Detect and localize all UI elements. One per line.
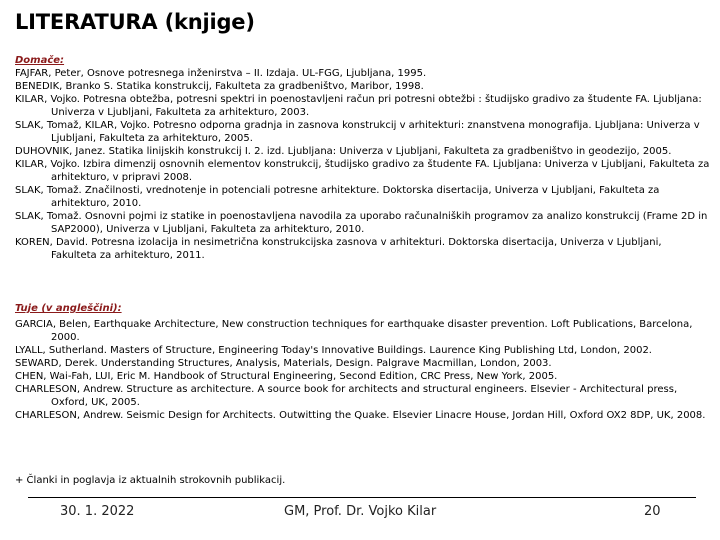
reference-entry: KILAR, Vojko. Izbira dimenzij osnovnih elementov konstrukcij, študijsko gradivo za študente FA. Ljubljana: Univerza v Ljubljani, Fakulteta za arhitekturo, v pripravi 2008. <box>15 159 710 183</box>
reference-entry: DUHOVNIK, Janez. Statika linijskih konstrukcij I. 2. izd. Ljubljana: Univerza v Ljubljani, Fakulteta za gradbeništvo in geodezijo, 2005. <box>15 146 672 157</box>
footer-date: 30. 1. 2022 <box>60 504 135 519</box>
reference-entry: CHEN, Wai-Fah, LUI, Eric M. Handbook of Structural Engineering, Second Edition, CRC Press, New York, 2005. <box>15 371 558 382</box>
domestic-heading: Domače: <box>15 55 65 66</box>
domestic-reference-list <box>15 67 710 262</box>
reference-entry: GARCIA, Belen, Earthquake Architecture, New construction techniques for earthquake disaster prevention. Loft Publications, Barcelona, 2000. <box>15 319 693 343</box>
articles-note: + Članki in poglavja iz aktualnih strokovnih publikacij. <box>15 475 286 486</box>
reference-entry: CHARLESON, Andrew. Structure as architecture. A source book for architects and structural engineers. Elsevier - Architectural press, Oxford, UK, 2005. <box>15 384 678 408</box>
reference-entry: SLAK, Tomaž. Značilnosti, vrednotenje in potenciali potresne arhitekture. Doktorska disertacija, Univerza v Ljubljani, Fakulteta za arhitekturo, 2010. <box>15 185 660 209</box>
reference-entry: SLAK, Tomaž. Osnovni pojmi iz statike in poenostavljena navodila za uporabo računalniških programov za analizo konstrukcij (Frame 2D in SAP2000), Univerza v Ljubljani, Fakulteta za arhitekturo, 2010. <box>15 211 708 235</box>
footer-author: GM, Prof. Dr. Vojko Kilar <box>284 504 437 519</box>
reference-entry: KILAR, Vojko. Potresna obtežba, potresni spektri in poenostavljeni račun pri potresni obtežbi : študijsko gradivo za študente FA. Ljubljana: Univerza v Ljubljani, Fakulteta za arhitekturo, 2003. <box>15 94 702 118</box>
reference-entry: SLAK, Tomaž, KILAR, Vojko. Potresno odporna gradnja in zasnova konstrukcij v arhitekturi: znanstvena monografija. Ljubljana: Univerza v Ljubljani, Fakulteta za arhitekturo, 2005. <box>15 120 700 144</box>
reference-entry: BENEDIK, Branko S. Statika konstrukcij, Fakulteta za gradbeništvo, Maribor, 1998. <box>15 81 424 92</box>
reference-entry: LYALL, Sutherland. Masters of Structure, Engineering Today's Innovative Buildings. Laurence King Publishing Ltd, London, 2002. <box>15 345 652 356</box>
foreign-reference-list <box>15 318 710 422</box>
reference-entry: KOREN, David. Potresna izolacija in nesimetrična konstrukcijska zasnova v arhitekturi. Doktorska disertacija, Univerza v Ljubljani, Fakulteta za arhitekturo, 2011. <box>15 237 662 261</box>
footer-divider <box>28 497 696 498</box>
reference-entry: FAJFAR, Peter, Osnove potresnega inženirstva – II. Izdaja. UL-FGG, Ljubljana, 1995. <box>15 68 427 79</box>
reference-entry: CHARLESON, Andrew. Seismic Design for Architects. Outwitting the Quake. Elsevier Linacre House, Jordan Hill, Oxford OX2 8DP, UK, 2008. <box>15 410 706 421</box>
footer-page-number: 20 <box>644 504 661 519</box>
page-title: LITERATURA (knjige) <box>15 10 255 34</box>
reference-entry: SEWARD, Derek. Understanding Structures, Analysis, Materials, Design. Palgrave Macmillan, London, 2003. <box>15 358 552 369</box>
foreign-heading: Tuje (v angleščini): <box>15 303 122 314</box>
